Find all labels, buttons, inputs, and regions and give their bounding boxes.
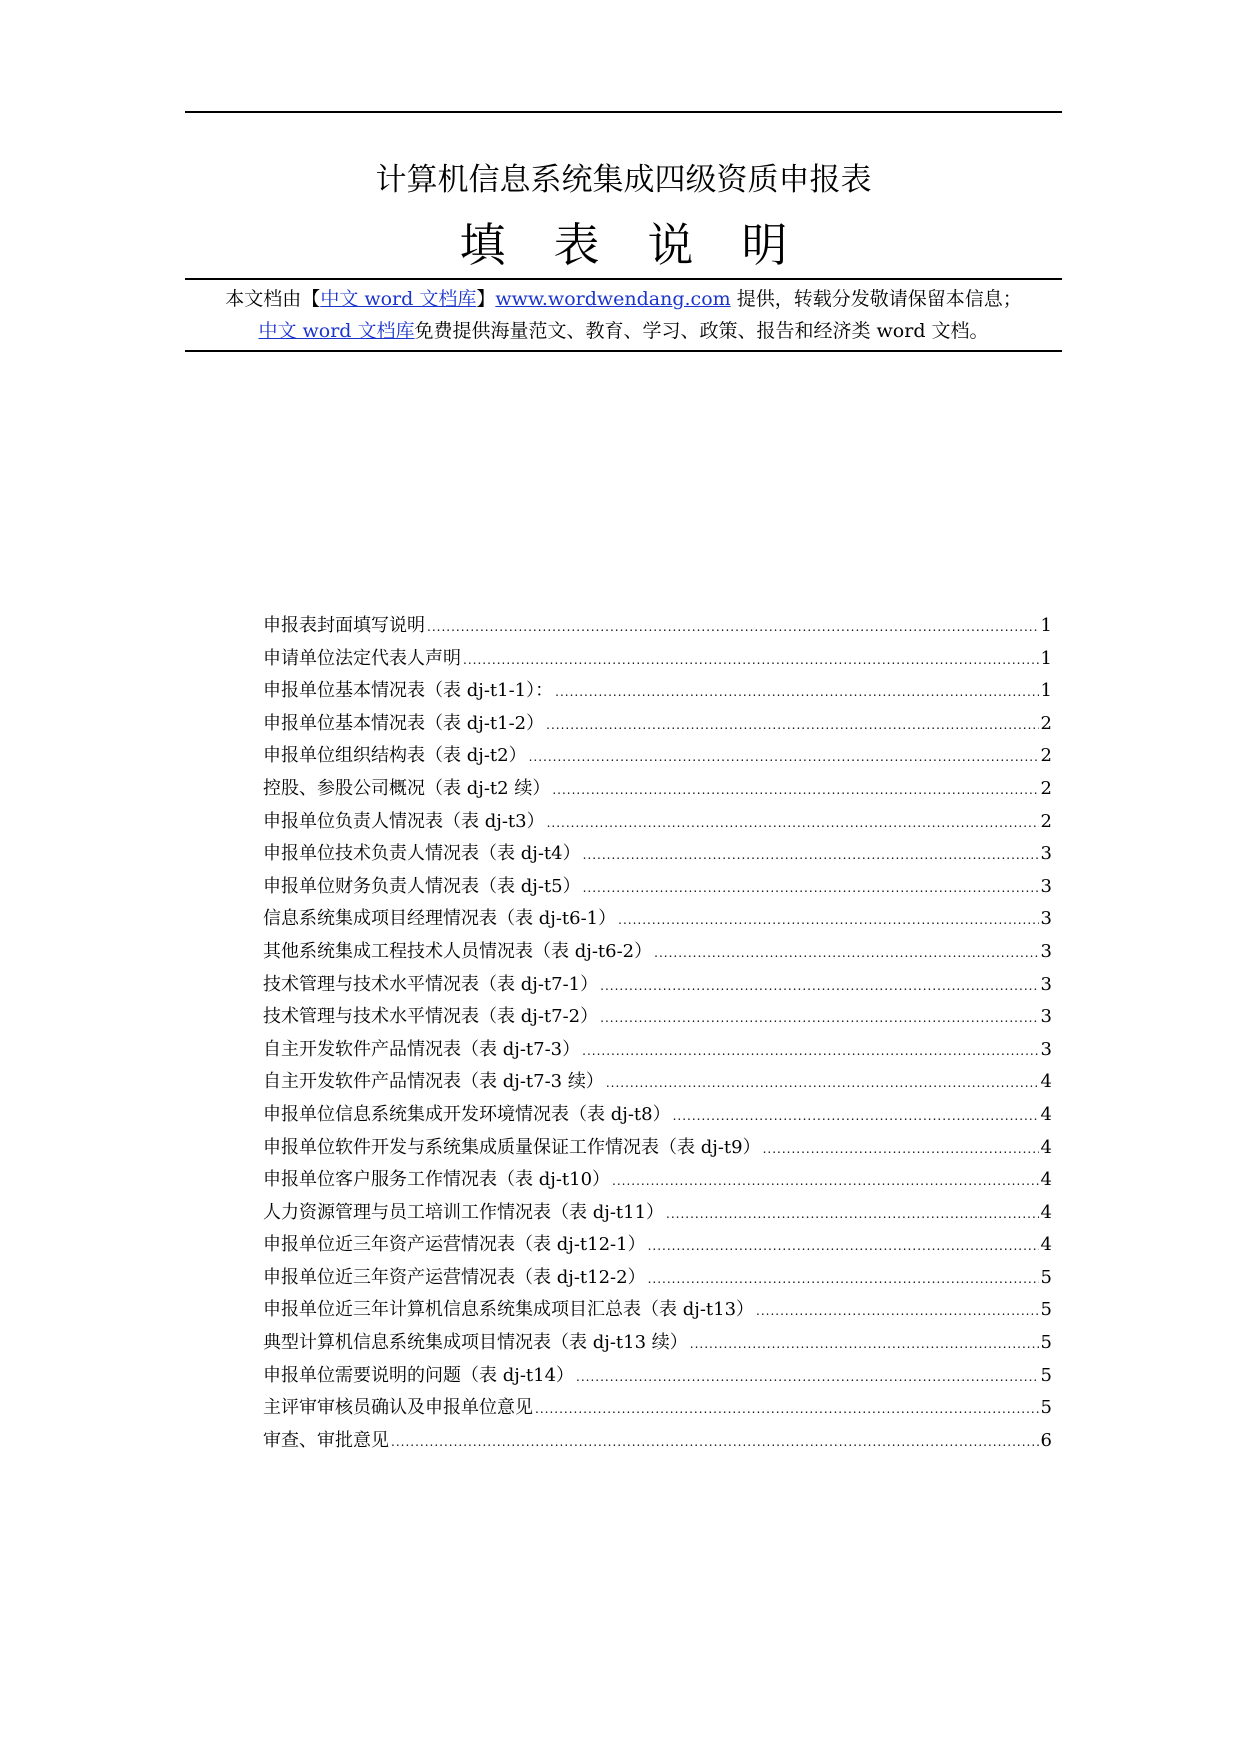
toc-dot-leader (576, 1365, 1039, 1389)
toc-entry[interactable] (263, 744, 1052, 777)
toc-entry-title: 申报单位基本情况表（表 dj-t1-1）： (263, 680, 554, 702)
toc-entry-page-number: 5 (1040, 1266, 1052, 1288)
toc-entry[interactable] (263, 1201, 1052, 1234)
toc-entry-title: 技术管理与技术水平情况表（表 dj-t7-1） (263, 973, 599, 995)
toc-dot-leader (690, 1332, 1039, 1356)
toc-entry[interactable] (263, 875, 1052, 908)
toc-entry[interactable] (263, 614, 1052, 647)
toc-dot-leader (427, 615, 1039, 639)
toc-entry[interactable] (263, 1070, 1052, 1103)
toc-dot-leader (648, 1267, 1039, 1291)
toc-dot-leader (547, 811, 1039, 835)
notice-text: 】 (476, 288, 496, 310)
toc-entry-page-number: 1 (1040, 615, 1052, 636)
toc-dot-leader (555, 680, 1038, 704)
subtitle-char: 填 (459, 218, 506, 272)
toc-entry-title: 其他系统集成工程技术人员情况表（表 dj-t6-2） (263, 940, 653, 962)
toc-entry-page-number: 4 (1040, 1103, 1052, 1125)
toc-entry[interactable] (263, 777, 1052, 810)
toc-entry[interactable] (263, 1103, 1052, 1136)
toc-dot-leader (763, 1137, 1039, 1161)
toc-dot-leader (535, 1397, 1039, 1421)
toc-entry[interactable] (263, 1331, 1052, 1364)
toc-entry-title: 申请单位法定代表人声明 (263, 647, 461, 669)
toc-entry-page-number: 3 (1040, 1006, 1052, 1028)
toc-entry-title: 申报表封面填写说明 (263, 615, 425, 636)
toc-entry-page-number: 2 (1040, 745, 1052, 767)
toc-entry[interactable] (263, 842, 1052, 875)
toc-dot-leader (606, 1071, 1039, 1095)
toc-entry[interactable] (263, 647, 1052, 680)
toc-entry-page-number: 4 (1040, 1071, 1052, 1093)
table-of-contents (263, 614, 1052, 1461)
toc-entry-page-number: 4 (1040, 1234, 1052, 1256)
toc-dot-leader (391, 1430, 1039, 1454)
toc-dot-leader (583, 843, 1039, 867)
toc-entry-title: 申报单位基本情况表（表 dj-t1-2） (263, 712, 545, 734)
toc-entry-title: 申报单位技术负责人情况表（表 dj-t4） (263, 843, 581, 865)
toc-entry-page-number: 3 (1040, 908, 1052, 930)
toc-dot-leader (546, 713, 1038, 737)
subtitle-char: 说 (647, 218, 694, 272)
toc-entry[interactable] (263, 1396, 1052, 1429)
toc-entry[interactable] (263, 1005, 1052, 1038)
toc-entry-page-number: 3 (1040, 875, 1052, 897)
toc-dot-leader (582, 1039, 1038, 1063)
notice-line-2 (185, 318, 1062, 344)
toc-entry-title: 申报单位客户服务工作情况表（表 dj-t10） (263, 1169, 611, 1191)
toc-entry-page-number: 4 (1040, 1136, 1052, 1158)
website-link[interactable]: www.wordwendang.com (495, 288, 731, 310)
toc-entry-title: 申报单位近三年资产运营情况表（表 dj-t12-2） (263, 1266, 646, 1288)
toc-entry[interactable] (263, 1429, 1052, 1462)
toc-dot-leader (612, 1169, 1039, 1193)
toc-entry-title: 申报单位组织结构表（表 dj-t2） (263, 745, 527, 767)
toc-entry[interactable] (263, 1364, 1052, 1397)
toc-entry-title: 申报单位近三年计算机信息系统集成项目汇总表（表 dj-t13） (263, 1299, 755, 1321)
toc-dot-leader (552, 778, 1038, 802)
toc-entry-page-number: 2 (1040, 810, 1052, 832)
toc-entry[interactable] (263, 810, 1052, 843)
doc-library-link[interactable]: 中文 word 文档库 (320, 288, 477, 310)
notice-line-1 (185, 286, 1062, 312)
toc-dot-leader (654, 941, 1038, 965)
toc-entry[interactable] (263, 1136, 1052, 1169)
toc-dot-leader (529, 745, 1039, 769)
toc-entry[interactable] (263, 1266, 1052, 1299)
toc-entry-title: 典型计算机信息系统集成项目情况表（表 dj-t13 续） (263, 1332, 688, 1354)
toc-dot-leader (648, 1234, 1039, 1258)
toc-dot-leader (583, 876, 1039, 900)
toc-entry[interactable] (263, 1233, 1052, 1266)
toc-entry-title: 人力资源管理与员工培训工作情况表（表 dj-t11） (263, 1201, 665, 1223)
toc-entry-title: 审查、审批意见 (263, 1429, 389, 1451)
toc-entry-title: 申报单位财务负责人情况表（表 dj-t5） (263, 875, 581, 897)
toc-dot-leader (618, 908, 1038, 932)
toc-entry-page-number: 3 (1040, 1038, 1052, 1060)
toc-entry-page-number: 6 (1040, 1429, 1052, 1451)
toc-entry[interactable] (263, 679, 1052, 712)
toc-dot-leader (666, 1202, 1039, 1226)
toc-entry-page-number: 5 (1040, 1397, 1052, 1419)
notice-bottom-rule (185, 350, 1062, 352)
doc-library-link[interactable]: 中文 word 文档库 (258, 320, 415, 342)
toc-entry-page-number: 1 (1040, 647, 1052, 669)
toc-entry-title: 自主开发软件产品情况表（表 dj-t7-3 续） (263, 1071, 604, 1093)
toc-entry[interactable] (263, 1038, 1052, 1071)
notice-text: 免费提供海量范文、教育、学习、政策、报告和经济类 word 文档。 (414, 320, 989, 342)
toc-entry[interactable] (263, 1298, 1052, 1331)
toc-entry[interactable] (263, 1168, 1052, 1201)
toc-entry-page-number: 3 (1040, 973, 1052, 995)
notice-text: 本文档由【 (225, 288, 321, 310)
toc-entry-page-number: 3 (1040, 940, 1052, 962)
toc-dot-leader (463, 648, 1039, 672)
toc-entry-page-number: 4 (1040, 1169, 1052, 1191)
toc-entry-page-number: 2 (1040, 777, 1052, 799)
toc-entry-title: 申报单位负责人情况表（表 dj-t3） (263, 810, 545, 832)
toc-entry-page-number: 5 (1040, 1364, 1052, 1386)
subtitle-char: 明 (741, 218, 788, 272)
toc-entry-page-number: 4 (1040, 1201, 1052, 1223)
subtitle-char: 表 (553, 218, 600, 272)
toc-entry-title: 申报单位近三年资产运营情况表（表 dj-t12-1） (263, 1234, 646, 1256)
toc-dot-leader (600, 974, 1038, 998)
toc-entry-title: 控股、参股公司概况（表 dj-t2 续） (263, 777, 551, 799)
toc-entry-page-number: 5 (1040, 1299, 1052, 1321)
toc-entry[interactable] (263, 712, 1052, 745)
toc-entry[interactable] (263, 907, 1052, 940)
toc-entry-page-number: 3 (1040, 843, 1052, 865)
toc-dot-leader (600, 1006, 1038, 1030)
toc-entry-title: 自主开发软件产品情况表（表 dj-t7-3） (263, 1038, 581, 1060)
header-top-rule (185, 111, 1062, 113)
toc-entry-title: 申报单位信息系统集成开发环境情况表（表 dj-t8） (263, 1103, 671, 1125)
notice-top-rule (185, 278, 1062, 280)
toc-dot-leader (673, 1104, 1039, 1128)
document-subtitle (185, 218, 1062, 272)
toc-dot-leader (756, 1299, 1039, 1323)
toc-entry-page-number: 1 (1040, 680, 1052, 702)
toc-entry-title: 主评审审核员确认及申报单位意见 (263, 1397, 533, 1419)
toc-entry-title: 申报单位软件开发与系统集成质量保证工作情况表（表 dj-t9） (263, 1136, 761, 1158)
toc-entry-title: 信息系统集成项目经理情况表（表 dj-t6-1） (263, 908, 617, 930)
toc-entry[interactable] (263, 973, 1052, 1006)
notice-text: 提供，转载分发敬请保留本信息； (730, 288, 1022, 310)
document-title: 计算机信息系统集成四级资质申报表 (375, 162, 872, 198)
toc-entry-page-number: 5 (1040, 1332, 1052, 1354)
toc-entry[interactable] (263, 940, 1052, 973)
toc-entry-page-number: 2 (1040, 712, 1052, 734)
toc-entry-title: 申报单位需要说明的问题（表 dj-t14） (263, 1364, 575, 1386)
toc-entry-title: 技术管理与技术水平情况表（表 dj-t7-2） (263, 1006, 599, 1028)
